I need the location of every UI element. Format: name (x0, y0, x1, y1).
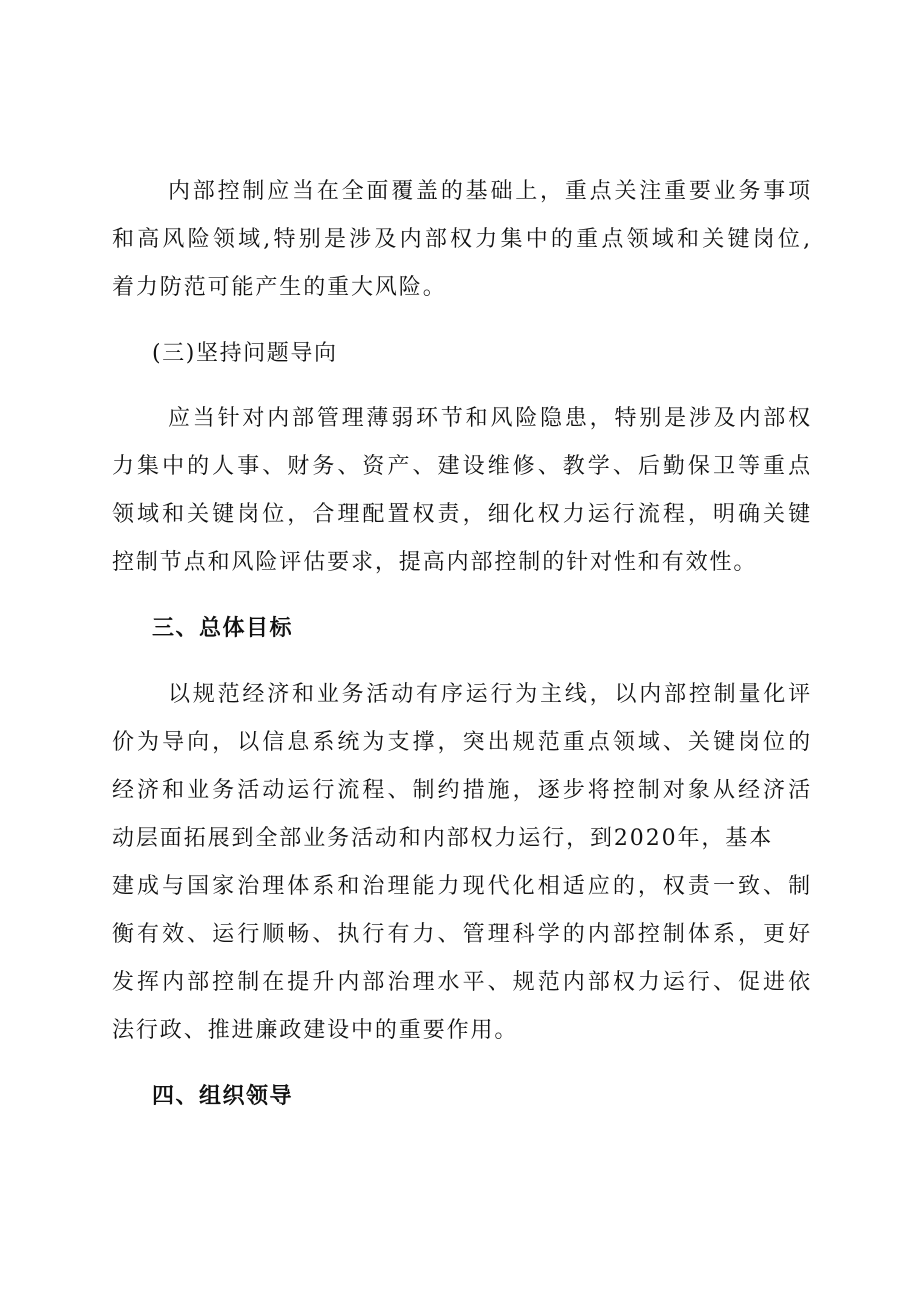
paragraph-1-line-1: 内部控制应当在全面覆盖的基础上，重点关注重要业务事项 (168, 179, 812, 204)
paragraph-3-line-8: 法行政、推进廉政建设中的重要作用。 (112, 1018, 519, 1043)
paragraph-2-line-3: 领域和关键岗位，合理配置权责，细化权力运行流程，明确关键 (112, 502, 812, 527)
paragraph-3-line-3: 经济和业务活动运行流程、制约措施，逐步将控制对象从经济活 (112, 778, 812, 803)
paragraph-2-line-1: 应当针对内部管理薄弱环节和风险隐患，特别是涉及内部权 (168, 406, 812, 431)
paragraph-3-line-6: 衡有效、运行顺畅、执行有力、管理科学的内部控制体系，更好 (112, 922, 812, 947)
paragraph-2-line-4: 控制节点和风险评估要求，提高内部控制的针对性和有效性。 (112, 550, 758, 575)
paragraph-3-line-1: 以规范经济和业务活动有序运行为主线，以内部控制量化评 (168, 682, 812, 707)
paragraph-2-line-2: 力集中的人事、财务、资产、建设维修、教学、后勤保卫等重点 (112, 454, 812, 479)
section-heading-organization: 四、组织领导 (152, 1084, 294, 1109)
paragraph-3-line-7: 发挥内部控制在提升内部治理水平、规范内部权力运行、促进依 (112, 970, 812, 995)
section-heading-overall-goal: 三、总体目标 (152, 616, 294, 641)
paragraph-3-line-2: 价为导向，以信息系统为支撑，突出规范重点领域、关键岗位的 (112, 730, 812, 755)
paragraph-3-line-4: 动层面拓展到全部业务活动和内部权力运行，到2020年，基本 (112, 826, 774, 851)
paragraph-1-line-3: 着力防范可能产生的重大风险。 (112, 275, 447, 300)
paragraph-1-line-2: 和高风险领域,特别是涉及内部权力集中的重点领域和关键岗位, (112, 227, 812, 252)
subheading-three: (三)坚持问题导向 (152, 341, 338, 366)
paragraph-3-line-5: 建成与国家治理体系和治理能力现代化相适应的，权责一致、制 (112, 874, 812, 899)
